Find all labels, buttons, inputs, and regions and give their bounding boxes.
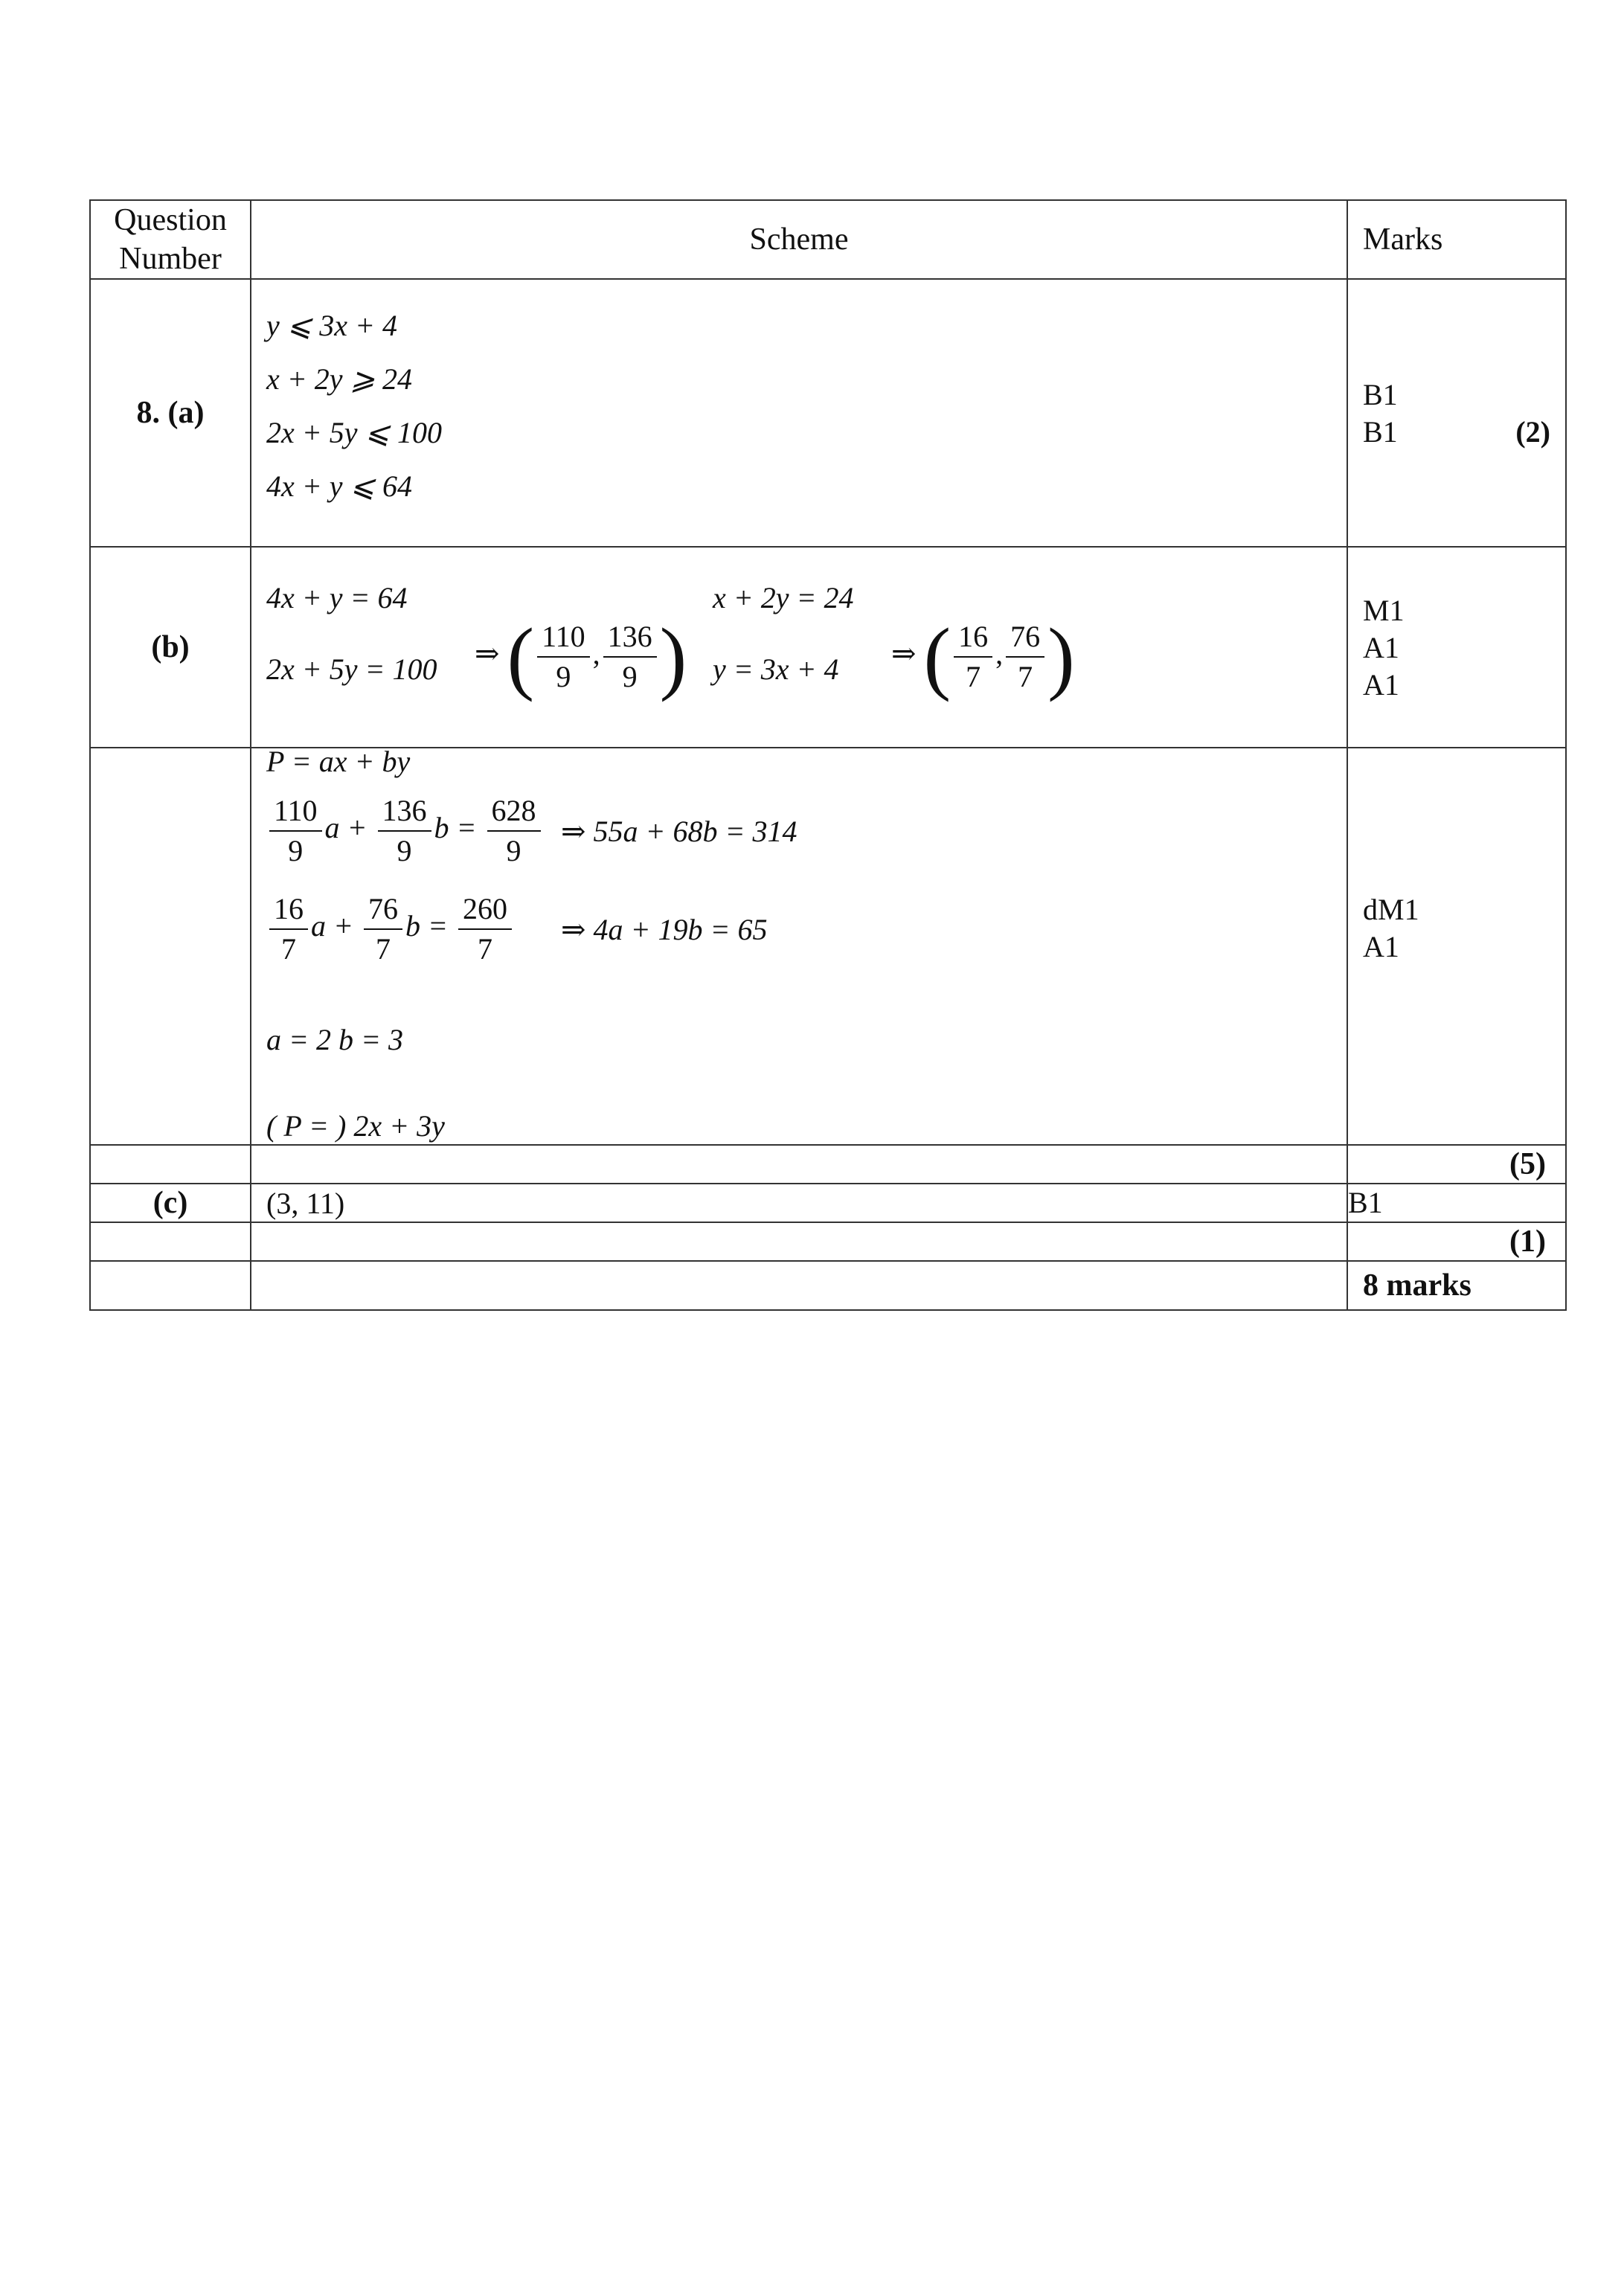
objective-marks [1347,748,1566,1145]
part-a-scheme [251,279,1347,547]
inequality-2: x + 2y ⩾ 24 [266,362,413,396]
eq2-bottom: y = 3x + 4 [713,652,839,686]
inequality-4: 4x + y ⩽ 64 [266,469,413,503]
left-paren-icon: ( [923,612,951,702]
denominator: 7 [966,660,981,693]
b-term: b = [405,909,455,943]
eq1-bottom: 2x + 5y = 100 [266,652,437,686]
denominator: 7 [478,932,492,966]
part-b-subtotal-row [90,1145,1566,1184]
part-c-subtotal: (1) [1347,1222,1566,1261]
denominator: 9 [506,834,521,867]
frac-result [458,890,512,969]
denominator: 9 [556,660,571,693]
arrow-1: ⇒ [475,637,500,671]
vertex1-x [537,617,590,696]
mark-b1-first: B1 [1363,378,1398,411]
scheme-header: Scheme [251,200,1347,279]
denominator: 9 [288,834,304,867]
part-b-subtotal: (5) [1347,1145,1566,1184]
empty-cell [251,1145,1347,1184]
part-a-label: 8. (a) [90,279,251,547]
equation-line-2 [266,890,515,969]
objective-function: P = ax + by [266,745,411,778]
mark-b1-second: B1 [1363,415,1398,449]
inequality-1: y ⩽ 3x + 4 [266,309,398,342]
numerator: 76 [364,890,402,930]
marks-header: Marks [1347,200,1566,279]
empty-cell [251,1222,1347,1261]
numerator: 16 [954,617,992,658]
mark-a1: A1 [1363,930,1399,963]
header-row [90,200,1566,279]
vertex2-x [954,617,992,696]
vertex2-y [1006,617,1044,696]
a-term: a + [324,811,375,845]
inequality-3: 2x + 5y ⩽ 100 [266,416,443,449]
numerator: 628 [487,792,541,832]
total-row [90,1261,1566,1310]
part-b-objective-row [90,748,1566,1145]
numerator: 136 [378,792,431,832]
numerator: 16 [269,890,308,930]
mark-m1: M1 [1363,594,1405,627]
numerator: 76 [1006,617,1044,658]
total-marks: 8 marks [1347,1261,1566,1310]
denominator: 7 [281,932,296,966]
right-paren-icon: ) [659,612,687,702]
denominator: 9 [622,660,638,693]
part-b-row [90,547,1566,748]
denominator: 7 [1018,660,1033,693]
mark-dm1: dM1 [1363,893,1419,926]
objective-scheme [251,745,1347,1145]
b-term: b = [434,811,484,845]
numerator: 260 [458,890,512,930]
part-c-row [90,1184,1566,1222]
right-paren-icon: ) [1047,612,1075,702]
vertex-1 [475,612,687,702]
equation-line-1 [266,792,544,870]
mark-a1-first: A1 [1363,631,1399,664]
final-objective: ( P = ) 2x + 3y [266,1109,445,1143]
part-c-label: (c) [90,1184,251,1222]
mark-a1-second: A1 [1363,668,1399,702]
coefficient-solution: a = 2 b = 3 [266,1023,403,1056]
empty-cell [90,1145,251,1184]
frac-result [487,792,541,870]
eq2-top: x + 2y = 24 [713,581,854,614]
part-b-marks [1347,547,1566,748]
frac-b [378,792,431,870]
part-a-marks [1347,279,1566,547]
empty-label-cell [90,748,251,1145]
empty-cell [90,1222,251,1261]
mark-scheme-table [89,199,1567,1311]
vertex1-y [603,617,657,696]
part-a-row [90,279,1566,547]
comma: , [995,637,1004,671]
equation-result-1: ⇒ 55a + 68b = 314 [561,815,797,848]
vertex-2 [891,612,1075,702]
denominator: 7 [376,932,391,966]
frac-a [269,792,322,870]
part-c-subtotal-row [90,1222,1566,1261]
arrow-2: ⇒ [891,637,917,671]
numerator: 110 [269,792,322,832]
numerator: 136 [603,617,657,658]
denominator: 9 [397,834,412,867]
part-c-answer: (3, 11) [251,1184,1347,1222]
question-number-header: Question Number [90,200,251,279]
part-a-subtotal: (2) [1515,415,1550,449]
empty-cell [90,1261,251,1310]
frac-a [269,890,308,969]
comma: , [592,637,600,671]
left-paren-icon: ( [507,612,535,702]
empty-cell [251,1261,1347,1310]
part-b-label: (b) [90,547,251,748]
frac-b [364,890,402,969]
numerator: 110 [537,617,590,658]
eq1-top: 4x + y = 64 [266,581,408,614]
equation-result-2: ⇒ 4a + 19b = 65 [561,913,768,946]
part-b-scheme [251,547,1347,748]
part-c-mark: B1 [1347,1184,1566,1222]
a-term: a + [311,909,361,943]
